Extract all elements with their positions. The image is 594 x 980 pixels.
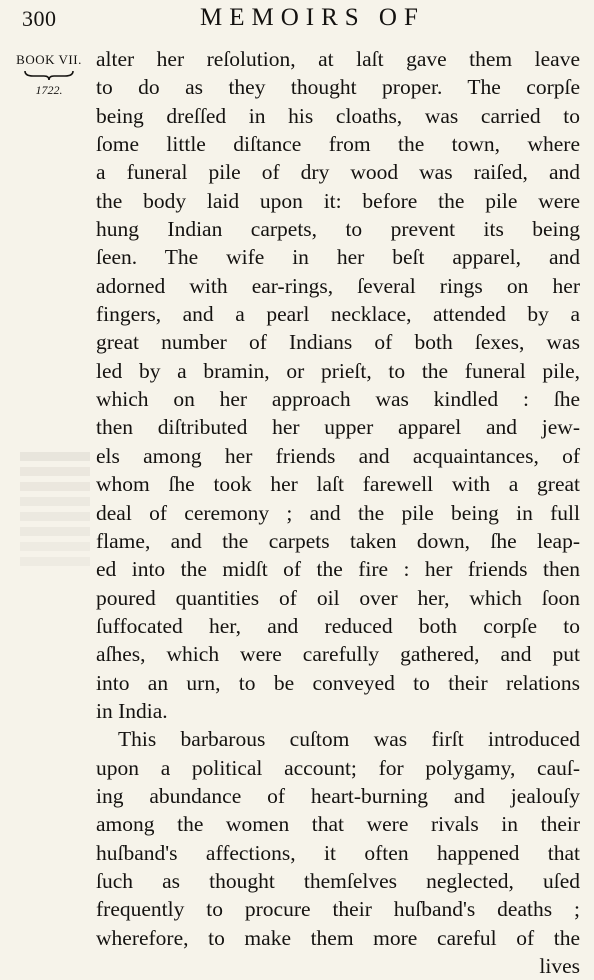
text-line: being dreſſed in his cloaths, was carried to <box>96 103 580 128</box>
text-line: led by a bramin, or prieſt, to the funeral pile, <box>96 358 580 383</box>
margin-note <box>8 52 90 97</box>
text-line: adorned with ear-rings, ſeveral rings on her <box>96 273 580 298</box>
curly-brace-icon <box>23 69 75 81</box>
text-line: upon a political account; for polygamy, cauſ- <box>96 755 580 780</box>
paragraph-1 <box>96 45 580 725</box>
text-line: ſome little diſtance from the town, where <box>96 132 580 157</box>
text-line: then diſtributed her upper apparel and jew- <box>96 415 580 440</box>
text-line: great number of Indians of both ſexes, was <box>96 330 580 355</box>
text-line: a funeral pile of dry wood was raiſed, and <box>96 160 580 185</box>
text-line: poured quantities of oil over her, which ſoon <box>96 585 580 610</box>
bleed-through-shadow <box>20 452 90 566</box>
text-line: ſuffocated her, and reduced both corpſe to <box>96 613 580 638</box>
body-text <box>96 45 580 980</box>
year-note: 1722. <box>35 83 63 97</box>
text-line: which on her approach was kindled : ſhe <box>96 387 580 412</box>
text-line: frequently to procure their huſband's deaths ; <box>96 897 580 922</box>
text-line: ed into the midſt of the fire : her friends then <box>96 557 580 582</box>
text-line: aſhes, which were carefully gathered, and put <box>96 642 580 667</box>
text-line: This barbarous cuſtom was firſt introduced <box>118 727 580 752</box>
text-line: wherefore, to make them more careful of the <box>96 925 580 950</box>
text-line: ing abundance of heart-burning and jealouſy <box>96 783 580 808</box>
text-line: els among her friends and acquaintances, of <box>96 443 580 468</box>
text-line: to do as they thought proper. The corpſe <box>96 75 580 100</box>
book-label: BOOK VII. <box>16 52 82 67</box>
catchword: lives <box>539 954 580 978</box>
text-line: flame, and the carpets taken down, ſhe leap- <box>96 528 580 553</box>
text-line: hung Indian carpets, to prevent its being <box>96 217 580 242</box>
text-line: alter her reſolution, at laſt gave them leave <box>96 47 580 71</box>
text-line: among the women that were rivals in their <box>96 812 580 837</box>
text-line: deal of ceremony ; and the pile being in full <box>96 500 580 525</box>
running-title: MEMOIRS OF <box>200 4 425 31</box>
paragraph-2 <box>96 725 580 952</box>
text-line: huſband's affections, it often happened that <box>96 840 580 865</box>
text-line: in India. <box>96 698 168 723</box>
text-line: ſeen. The wife in her beſt apparel, and <box>96 245 580 270</box>
page-number: 300 <box>22 6 57 31</box>
text-line: into an urn, to be conveyed to their relations <box>96 670 580 695</box>
text-line: fingers, and a pearl necklace, attended by a <box>96 302 580 327</box>
text-line: whom ſhe took her laſt farewell with a great <box>96 472 580 497</box>
text-line: the body laid upon it: before the pile were <box>96 188 580 213</box>
text-line: ſuch as thought themſelves neglected, uſed <box>96 868 580 893</box>
